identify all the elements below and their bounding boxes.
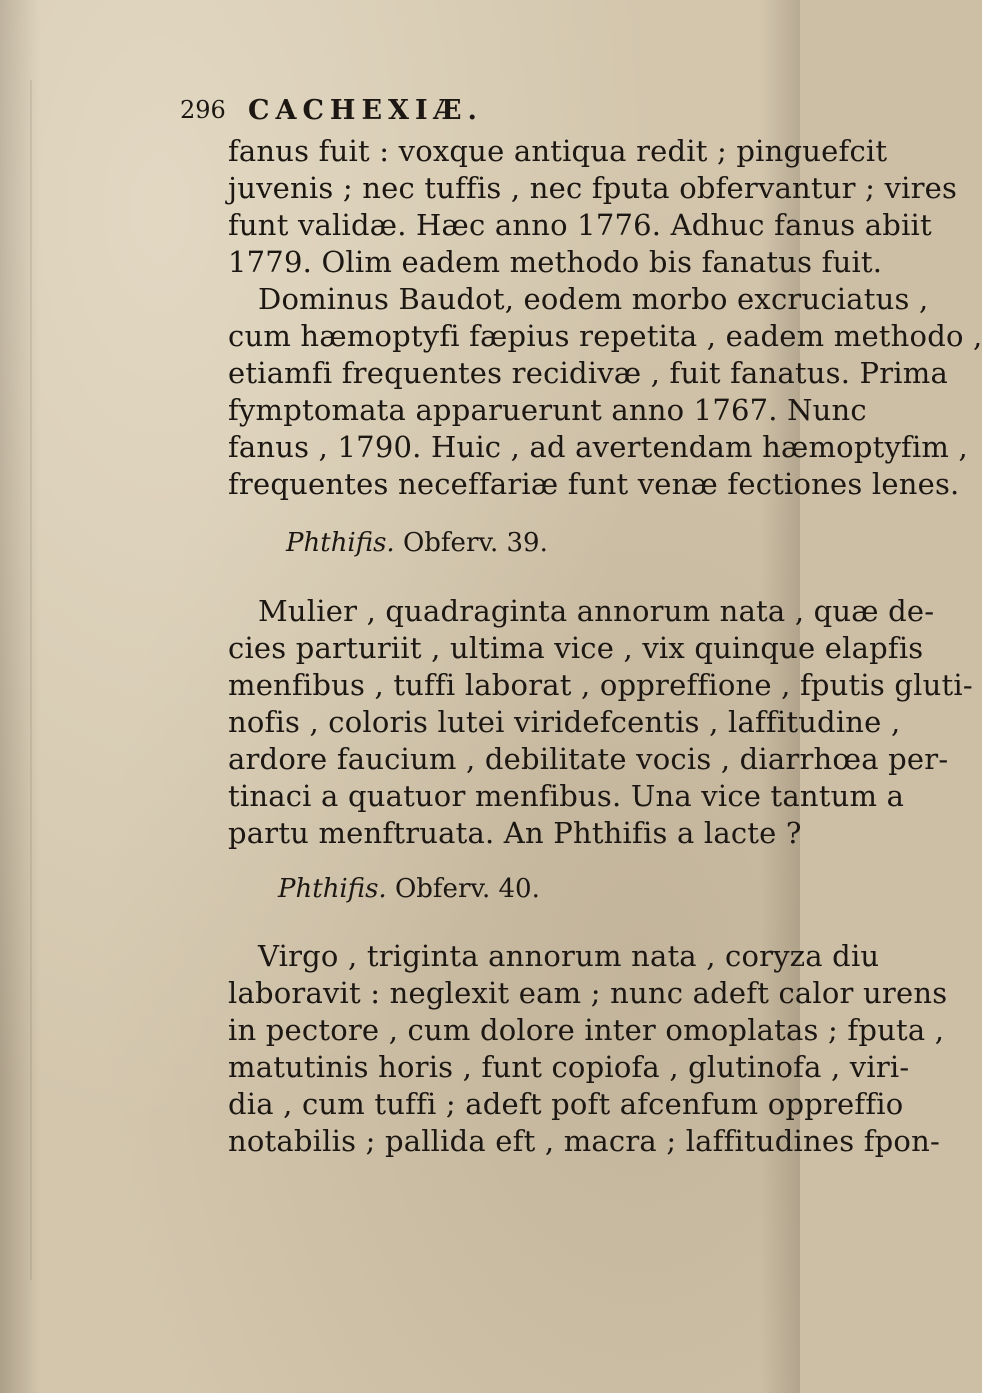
text-line: funt validæ. Hæc anno 1776. Adhuc fanus abiit [228, 208, 932, 242]
observation-label: Obferv. 40. [394, 874, 540, 904]
text-line: matutinis horis , funt copiofa , glutinofa , viri- [228, 1050, 910, 1084]
text-line: Virgo , triginta annorum nata , coryza diu [258, 939, 880, 973]
page-number: 296 [180, 96, 226, 124]
text-line: tinaci a quatuor menfibus. Una vice tantum a [228, 779, 905, 813]
text-line: Mulier , quadraginta annorum nata , quæ de- [258, 594, 935, 628]
text-line: menfibus , tuffi laborat , oppreffione , fputis gluti- [228, 668, 973, 702]
text-line: notabilis ; pallida eft , macra ; laffitudines fpon- [228, 1124, 940, 1158]
text-line: partu menftruata. An Phthifis a lacte ? [228, 816, 802, 850]
text-line: etiamfi frequentes recidivæ , fuit fanatus. Prima [228, 356, 948, 390]
text-line: fymptomata apparuerunt anno 1767. Nunc [228, 393, 867, 427]
text-line: 1779. Olim eadem methodo bis fanatus fuit. [228, 245, 883, 279]
text-line: fanus , 1790. Huic , ad avertendam hæmoptyfim , [228, 430, 968, 464]
text-line: juvenis ; nec tuffis , nec fputa obfervantur ; vires [228, 171, 958, 205]
page-header [180, 93, 483, 127]
text-line: Dominus Baudot, eodem morbo excruciatus , [258, 282, 929, 316]
left-edge-shadow [30, 80, 32, 1280]
text-line: dia , cum tuffi ; adeft poft afcenfum oppreffio [228, 1087, 904, 1121]
text-line: fanus fuit : voxque antiqua redit ; pinguefcit [228, 134, 888, 168]
text-line: cies parturiit , ultima vice , vix quinque elapfis [228, 631, 924, 665]
text-line: laboravit : neglexit eam ; nunc adeft calor urens [228, 976, 948, 1010]
text-line: cum hæmoptyfi fæpius repetita , eadem methodo , [228, 319, 982, 353]
text-line: nofis , coloris lutei viridefcentis , laffitudine , [228, 705, 901, 739]
running-head: CACHEXIÆ. [248, 94, 483, 126]
text-line: frequentes neceffariæ funt venæ fectiones lenes. [228, 467, 960, 501]
text-line: in pectore , cum dolore inter omoplatas ; fputa , [228, 1013, 945, 1047]
section-heading [278, 872, 540, 906]
section-title: Phthifis. [286, 528, 395, 558]
observation-label: Obferv. 39. [402, 528, 548, 558]
text-line: ardore faucium , debilitate vocis , diarrhœa per- [228, 742, 949, 776]
section-heading [286, 526, 548, 560]
section-title: Phthifis. [278, 874, 387, 904]
